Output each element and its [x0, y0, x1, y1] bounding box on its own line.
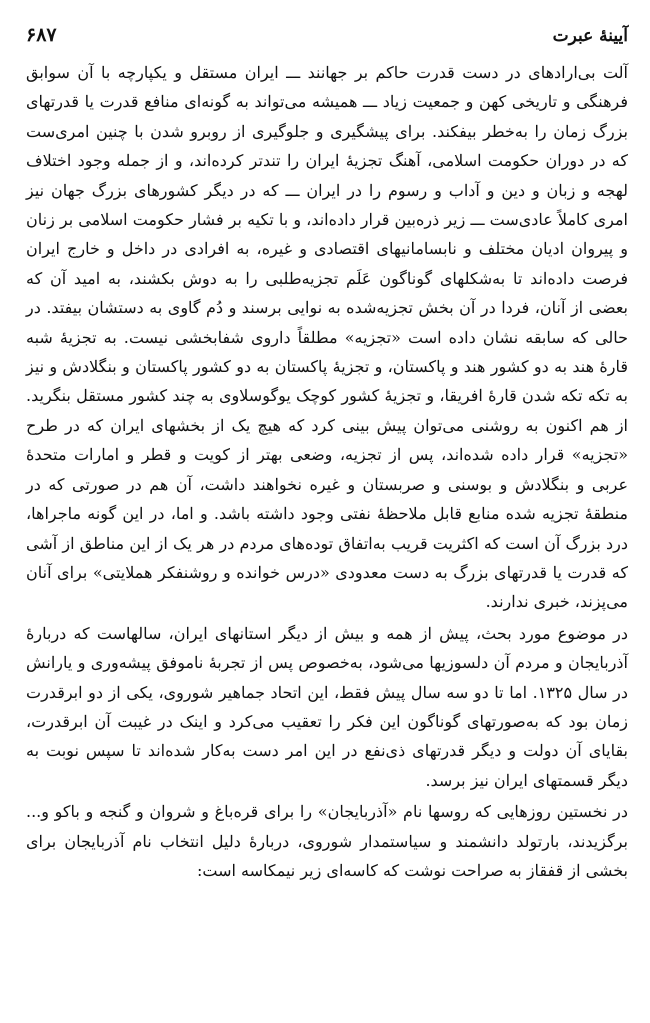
running-title: آیینهٔ عبرت [552, 26, 628, 46]
paragraph-1: آلت بی‌ارادهای در دست قدرت حاکم بر جهانند ـــ ایران مستقل و یکپارچه با آن سوابق فرهنگی و تاریخی کهن و جمعیت زیاد ـــ همیشه می‌تواند به گونه‌ای منافع قدرت یا قدرتهای بزرگ زمان را به‌خطر بیفکند. برای پیشگیری و جلوگیری از روبرو شدن با چنین امری‌ست که در دوران حکومت اسلامی، آهنگ تجزیهٔ ایران را تندتر کرده‌اند، و از جمله وجود اختلاف لهجه و زبان و دین و آداب و رسوم را در ایران ـــ که در دیگر کشورهای بزرگ جهان نیز امری کاملاً عادی‌ست ـــ زیر ذره‌بین قرار داده‌اند، و با تکیه بر فشار حکومت اسلامی بر زنان و پیروان ادیان مختلف و نابسامانیهای اقتصادی و غیره، به افرادی در داخل و خارج ایران فرصت داده‌اند تا به‌شکلهای گوناگون عَلَم تجزیه‌طلبی را به دوش بکشند، به امید آن که بعضی از آنان، فردا در آن بخش تجزیه‌شده به نوایی برسند و دُم گاوی به دستشان بیفتد. در حالی که سابقه نشان داده است «تجزیه» مطلقاً داروی شفابخشی نیست. به تجزیهٔ شبه قارهٔ هند به دو کشور هند و پاکستان، و تجزیهٔ پاکستان به دو کشور پاکستان و بنگلادش و نیز به تکه تکه شدن قارهٔ افریقا، و تجزیهٔ کشور کوچک یوگوسلاوی به چند کشور مستقل بنگرید. از هم اکنون به روشنی می‌توان پیش بینی کرد که هیچ یک از بخشهای ایران که در طرح «تجزیه» قرار داده شده‌اند، پس از تجزیه، وضعی بهتر از کویت و قطر و امارات متحدهٔ عربی و بنگلادش و بوسنی و صربستان و غیره نخواهند داشت، آن هم در صورتی که در منطقهٔ تجزیه شده منابع قابل ملاحظهٔ نفتی وجود داشته باشد. و اما، در این گونه ماجراها، درد بزرگ آن است که اکثریت قریب به‌اتفاق توده‌های مردم در هر یک از این مناطق از آشی که قدرت یا قدرتهای بزرگ به دست معدودی «درس خوانده و روشنفکر هملایتی» برای آنان می‌پزند، خبری ندارند. [26, 63, 629, 612]
paragraph-2: در موضوع مورد بحث، پیش از همه و بیش از دیگر استانهای ایران، سالهاست که دربارهٔ آذربایجان و مردم آن دلسوزیها می‌شود، به‌خصوص پس از تجربهٔ ناموفق پیشه‌وری و یارانش در سال ۱۳۲۵. اما تا دو سه سال پیش فقط، این اتحاد جماهیر شوروی، یکی از دو ابرقدرت زمان بود که به‌صورتهای گوناگون این فکر را تعقیب می‌کرد و اینک در غیبت آن ابرقدرت، بقایای آن دولت و دیگر قدرتهای ذی‌نفع در این امر دست به‌کار شده‌اند تا سپس نوبت به دیگر قسمتهای ایران نیز برسد. [26, 623, 628, 790]
body-text [26, 58, 628, 885]
paragraph-3: در نخستین روزهایی که روسها نام «آذربایجان» را برای قره‌باغ و شروان و گنجه و باکو و... برگزیدند، بارتولد دانشمند و سیاستمدار شوروی، دربارهٔ دلیل انتخاب نام آذربایجان برای بخشی از قفقاز به صراحت نوشت که کاسه‌ای زیر نیمکاسه است: [26, 802, 628, 880]
page-number: ۶۸۷ [26, 24, 57, 46]
page-header [26, 24, 628, 54]
